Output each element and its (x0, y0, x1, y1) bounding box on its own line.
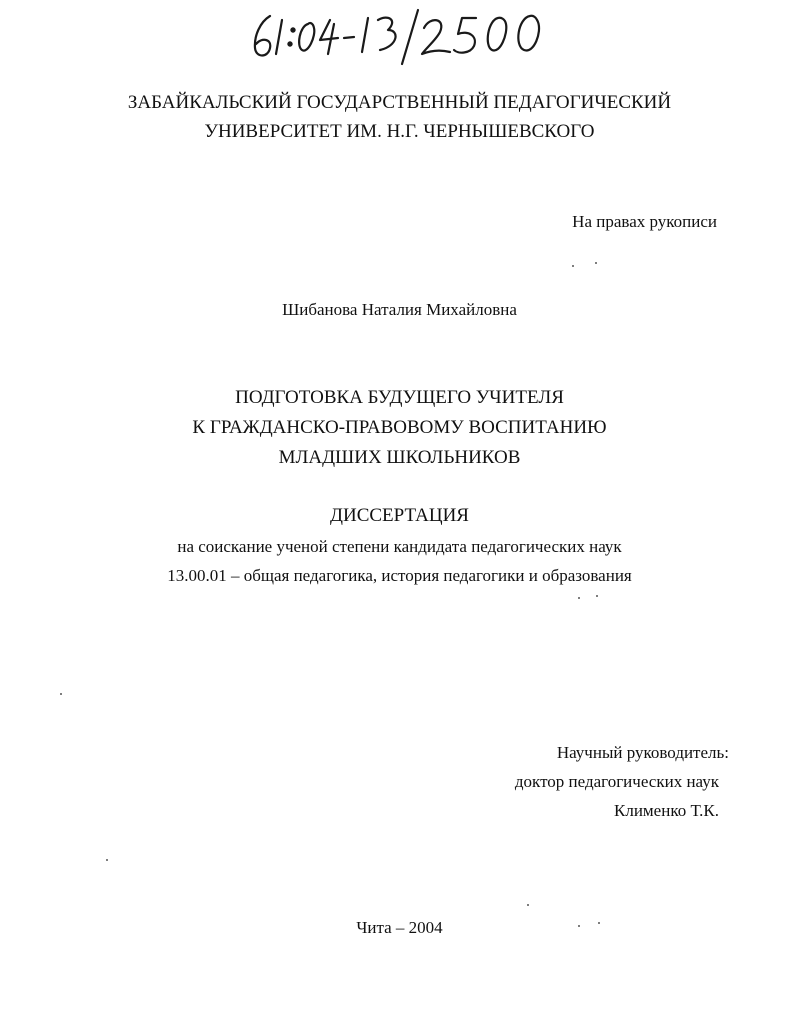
manuscript-rights-note: На правах рукописи (572, 212, 717, 231)
university-line-2: УНИВЕРСИТЕТ ИМ. Н.Г. ЧЕРНЫШЕВСКОГО (204, 121, 595, 142)
specialty-line: 13.00.01 – общая педагогика, история педагогики и образования (167, 566, 632, 585)
place-and-year: Чита – 2004 (356, 918, 443, 937)
scan-speck (578, 597, 580, 599)
title-line-1: ПОДГОТОВКА БУДУЩЕГО УЧИТЕЛЯ (235, 387, 564, 408)
supervisor-name: Клименко Т.К. (614, 801, 719, 820)
university-line-1: ЗАБАЙКАЛЬСКИЙ ГОСУДАРСТВЕННЫЙ ПЕДАГОГИЧЕСКИЙ (127, 92, 672, 113)
scan-speck (60, 693, 62, 695)
dissertation-heading: ДИССЕРТАЦИЯ (330, 505, 469, 526)
scan-speck (572, 265, 574, 267)
supervisor-label: Научный руководитель: (556, 743, 729, 762)
scan-speck (527, 904, 529, 906)
scan-speck (596, 595, 598, 597)
supervisor-degree: доктор педагогических наук (514, 772, 719, 791)
title-line-3: МЛАДШИХ ШКОЛЬНИКОВ (278, 447, 521, 468)
degree-line: на соискание ученой степени кандидата педагогических наук (177, 537, 622, 556)
author-name: Шибанова Наталия Михайловна (282, 300, 517, 319)
scan-speck (595, 262, 597, 264)
handwritten-archive-mark (246, 6, 556, 68)
title-line-2: К ГРАЖДАНСКО-ПРАВОВОМУ ВОСПИТАНИЮ (192, 417, 607, 438)
scan-speck (106, 859, 108, 861)
